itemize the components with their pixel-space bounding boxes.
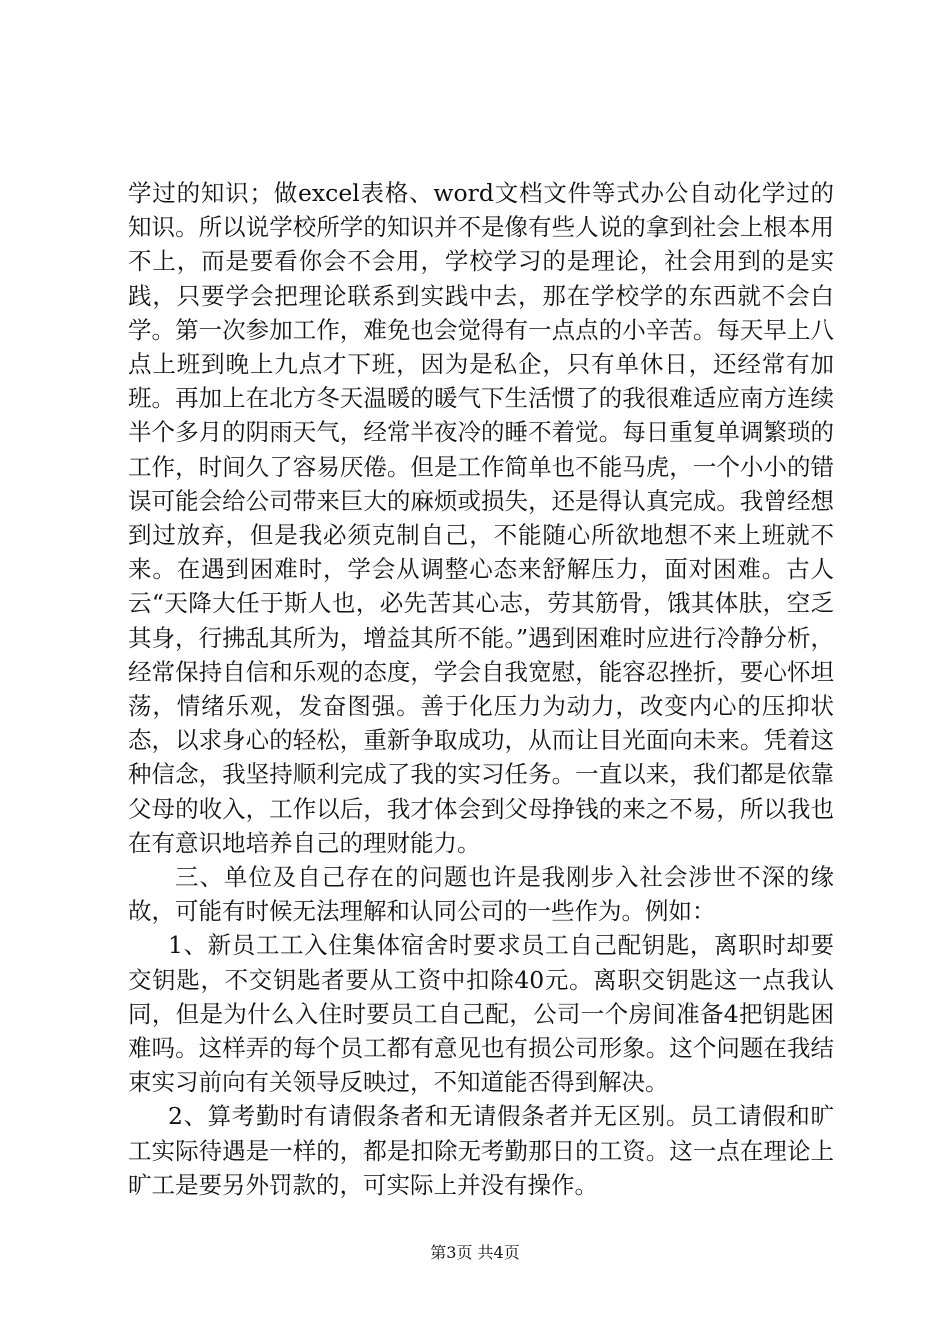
paragraph-issue-two: 2、算考勤时有请假条者和无请假条者并无区别。员工请假和旷工实际待遇是一样的，都是扣除无考勤那日的工资。这一点在理论上旷工是要另外罚款的，可实际上并没有操作。 <box>128 1102 834 1199</box>
paragraph-section-three-intro: 三、单位及自己存在的问题也许是我刚步入社会涉世不深的缘故，可能有时候无法理解和认同公司的一些作为。例如： <box>128 863 834 926</box>
paragraph-internship-reflection: 学过的知识；做excel表格、word文档文件等式办公自动化学过的知识。所以说学校所学的知识并不是像有些人说的拿到社会上根本用不上，而是要看你会不会用，学校学习的是理论，社会用到的是实践，只要学会把理论联系到实践中去，那在学校学的东西就不会白学。第一次参加工作，难免也会觉得有一点点的小辛苦。每天早上八点上班到晚上九点才下班，因为是私企，只有单休日，还经常有加班。再加上在北方冬天温暖的暖气下生活惯了的我很难适应南方连续半个多月的阴雨天气，经常半夜冷的睡不着觉。每日重复单调繁琐的工作，时间久了容易厌倦。但是工作简单也不能马虎，一个小小的错误可能会给公司带来巨大的麻烦或损失，还是得认真完成。我曾经想到过放弃，但是我必须克制自己，不能随心所欲地想不来上班就不来。在遇到困难时，学会从调整心态来舒解压力，面对困难。古人云“天降大任于斯人也，必先苦其心志，劳其筋骨，饿其体肤，空乏其身，行拂乱其所为，增益其所不能。”遇到困难时应进行冷静分析，经常保持自信和乐观的态度，学会自我宽慰，能容忍挫折，要心怀坦荡，情绪乐观，发奋图强。善于化压力为动力，改变内心的压抑状态，以求身心的轻松，重新争取成功，从而让目光面向未来。凭着这种信念，我坚持顺利完成了我的实习任务。一直以来，我们都是依靠父母的收入，工作以后，我才体会到父母挣钱的来之不易，所以我也在有意识地培养自己的理财能力。 <box>128 179 834 857</box>
page-footer: 第3页 共4页 <box>430 1243 520 1262</box>
document-body <box>128 176 834 1202</box>
paragraph-issue-one: 1、新员工工入住集体宿舍时要求员工自己配钥匙，离职时却要交钥匙，不交钥匙者要从工资中扣除40元。离职交钥匙这一点我认同，但是为什么入住时要员工自己配，公司一个房间准备4把钥匙困难吗。这样弄的每个员工都有意见也有损公司形象。这个问题在我结束实习前向有关领导反映过，不知道能否得到解决。 <box>128 931 834 1097</box>
